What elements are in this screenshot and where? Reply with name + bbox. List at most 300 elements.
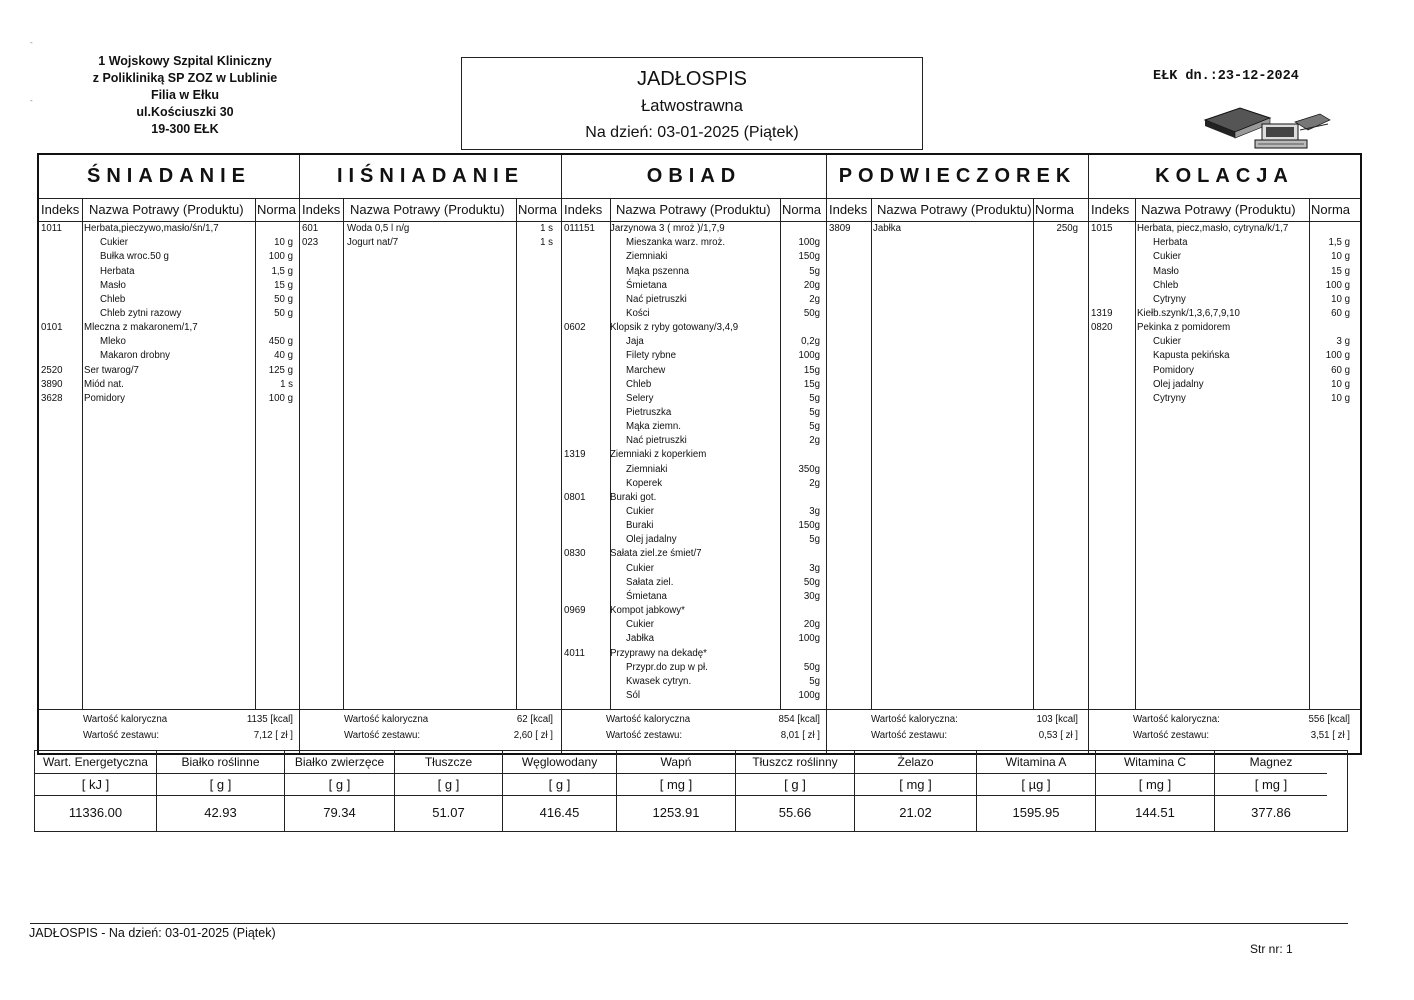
row-index: 1319: [564, 449, 586, 461]
meal-title: ŚNIADANIE: [39, 155, 299, 199]
row-index: 0830: [564, 548, 586, 560]
menu-row: [562, 407, 826, 421]
column-header-name: Nazwa Potrawy (Produktu): [877, 202, 1032, 217]
nutrient-label: Białko roślinne: [157, 751, 284, 774]
row-index: 1319: [1091, 307, 1113, 319]
menu-row: [39, 251, 299, 265]
menu-row: [1089, 237, 1360, 251]
meal-column: [827, 155, 1089, 753]
nutrient-value: 1595.95: [1012, 805, 1060, 820]
menu-row: [562, 520, 826, 534]
row-product-name: Ziemniaki: [626, 463, 668, 475]
row-product-name: Nać pietruszki: [626, 435, 687, 447]
column-header-norm: Norma: [257, 202, 297, 217]
row-product-name: Selery: [626, 392, 654, 404]
nutrient-unit: [ g ]: [503, 774, 616, 796]
row-norm: 0,2g: [801, 336, 820, 348]
row-norm: 150g: [798, 520, 820, 532]
row-product-name: Śmietana: [626, 590, 667, 602]
nutrient-column: [617, 751, 736, 831]
nutrient-value: 42.93: [204, 805, 237, 820]
cost-label: Wartość zestawu:: [1133, 730, 1210, 741]
row-norm: 50g: [803, 307, 820, 319]
column-header-index: Indeks: [41, 202, 80, 217]
nutrient-column: [285, 751, 395, 831]
hospital-address: [60, 53, 310, 138]
row-norm: 450 g: [268, 336, 293, 348]
nutrient-label: Witamina A: [977, 751, 1095, 774]
nutrient-label: Wapń: [617, 751, 735, 774]
row-product-name: Masło: [1153, 265, 1179, 277]
issue-date: EŁK dn.:23-12-2024: [1153, 69, 1299, 84]
kcal-label: Wartość kaloryczna: [606, 714, 691, 725]
column-header-norm: Norma: [1035, 202, 1075, 217]
nutrient-label: Białko zwierzęce: [285, 751, 394, 774]
row-product-name: Mieszanka warz. mroż.: [626, 237, 726, 249]
row-index: 0969: [564, 605, 586, 617]
row-norm: 15 g: [274, 279, 293, 291]
meal-title: KOLACJA: [1089, 155, 1360, 199]
row-product-name: Sól: [626, 689, 641, 701]
meal-summary: [1089, 709, 1360, 754]
meal-column: [562, 155, 827, 753]
row-index: 3628: [41, 392, 63, 404]
row-norm: 100g: [798, 689, 820, 701]
nutrient-unit: [ g ]: [157, 774, 284, 796]
menu-row: [562, 648, 826, 662]
menu-row: [39, 365, 299, 379]
kcal-label: Wartość kaloryczna:: [871, 714, 958, 725]
row-norm: 5g: [809, 534, 820, 546]
nutrient-value: 1253.91: [652, 805, 700, 820]
row-index: 011151: [564, 223, 595, 234]
cost-value: 2,60 [ zł ]: [513, 730, 553, 741]
row-product-name: Jogurt nat/7: [347, 237, 399, 249]
nutrient-column: [736, 751, 855, 831]
column-header-name: Nazwa Potrawy (Produktu): [89, 202, 244, 217]
column-divider: [871, 199, 872, 709]
row-product-name: Chleb: [100, 293, 126, 305]
menu-row: [1089, 308, 1360, 322]
row-product-name: Herbata: [100, 265, 135, 277]
menu-row: [562, 577, 826, 591]
menu-row: [39, 379, 299, 393]
footer-text: JADŁOSPIS - Na dzień: 03-01-2025 (Piątek): [29, 926, 276, 940]
menu-row: [1089, 294, 1360, 308]
menu-row: [562, 619, 826, 633]
menu-row: [562, 449, 826, 463]
row-product-name: Jaja: [626, 336, 644, 348]
nutrient-column: [855, 751, 977, 831]
column-header-row: [39, 199, 299, 222]
row-norm: 10 g: [274, 237, 293, 249]
row-product-name: Pomidory: [84, 392, 125, 404]
row-index: 023: [302, 237, 319, 249]
row-product-name: Jabłka: [626, 633, 655, 645]
row-index: 3809: [829, 223, 851, 234]
nutrient-value: 11336.00: [68, 805, 123, 820]
menu-row: [562, 379, 826, 393]
row-norm: 100g: [798, 237, 820, 249]
row-product-name: Kwasek cytryn.: [626, 675, 692, 687]
row-norm: 50 g: [274, 307, 293, 319]
row-norm: 60 g: [1331, 307, 1350, 319]
cost-value: 7,12 [ zł ]: [253, 730, 293, 741]
nutrient-label: Żelazo: [855, 751, 976, 774]
menu-row: [1089, 350, 1360, 364]
menu-row: [300, 223, 561, 237]
row-index: 601: [302, 223, 319, 234]
nutrition-table: [34, 750, 1348, 832]
row-norm: 15g: [803, 378, 820, 390]
menu-row: [39, 266, 299, 280]
meal-column: [1089, 155, 1360, 753]
row-norm: 50 g: [274, 293, 293, 305]
kcal-label: Wartość kaloryczna: [344, 714, 429, 725]
nutrient-column: [1215, 751, 1327, 831]
menu-row: [300, 237, 561, 251]
nutrient-unit: [ mg ]: [855, 774, 976, 796]
menu-row: [39, 237, 299, 251]
row-norm: 3 g: [1336, 336, 1350, 348]
row-product-name: Miód nat.: [84, 378, 124, 390]
menu-row: [39, 322, 299, 336]
row-norm: 60 g: [1331, 364, 1350, 376]
column-divider: [343, 199, 344, 709]
cost-label: Wartość zestawu:: [871, 730, 948, 741]
menu-row: [1089, 365, 1360, 379]
row-product-name: Śmietana: [626, 279, 667, 291]
column-header-norm: Norma: [1311, 202, 1351, 217]
menu-row: [562, 294, 826, 308]
row-norm: 30g: [803, 590, 820, 602]
row-norm: 2g: [809, 477, 820, 489]
hospital-line-3: Filia w Ełku: [150, 88, 220, 102]
cost-label: Wartość zestawu:: [344, 730, 421, 741]
nutrient-unit: [ kJ ]: [35, 774, 156, 796]
nutrient-column: [503, 751, 617, 831]
row-product-name: Pietruszka: [626, 407, 672, 418]
menu-row: [562, 464, 826, 478]
row-norm: 1,5 g: [1328, 237, 1350, 249]
row-product-name: Herbata, piecz,masło, cytryna/k/1,7: [1137, 223, 1289, 234]
row-product-name: Cytryny: [1153, 392, 1186, 404]
row-norm: 15 g: [1331, 265, 1350, 277]
row-product-name: Cukier: [626, 562, 654, 574]
row-norm: 50g: [803, 661, 820, 673]
nutrient-value: 416.45: [539, 805, 580, 820]
row-product-name: Buraki: [626, 520, 654, 532]
menu-row: [562, 421, 826, 435]
row-product-name: Chleb: [626, 378, 652, 390]
kcal-value: 854 [kcal]: [778, 714, 820, 725]
row-norm: 125 g: [268, 364, 293, 376]
menu-row: [562, 266, 826, 280]
scan-mark: -: [30, 96, 33, 105]
menu-row: [562, 605, 826, 619]
menu-row: [39, 223, 299, 237]
kcal-label: Wartość kaloryczna: [83, 714, 168, 725]
row-product-name: Ser twarog/7: [84, 364, 139, 376]
meal-summary: [300, 709, 561, 754]
row-product-name: Ziemniaki: [626, 251, 668, 263]
row-product-name: Klopsik z ryby gotowany/3,4,9: [610, 322, 739, 333]
row-product-name: Sałata ziel.ze śmiet/7: [610, 548, 702, 560]
meal-summary: [562, 709, 826, 754]
row-norm: 1 s: [540, 223, 553, 234]
hospital-line-2: z Polikliniką SP ZOZ w Lublinie: [92, 71, 278, 85]
nutrient-label: Tłuszcz roślinny: [736, 751, 854, 774]
nutrient-column: [395, 751, 503, 831]
row-norm: 10 g: [1331, 251, 1350, 263]
nutrient-value: 144.51: [1135, 805, 1175, 820]
menu-row: [562, 563, 826, 577]
scan-mark: -: [30, 38, 33, 47]
menu-row: [1089, 266, 1360, 280]
footer-divider: [30, 923, 1348, 924]
nutrient-column: [35, 751, 157, 831]
menu-row: [562, 223, 826, 237]
nutrient-unit: [ g ]: [736, 774, 854, 796]
title-box: [461, 57, 923, 150]
column-divider: [516, 199, 517, 709]
row-product-name: Ziemniaki z koperkiem: [610, 449, 707, 461]
nutrient-column: [1096, 751, 1215, 831]
row-index: 0801: [564, 491, 586, 503]
row-norm: 100 g: [1325, 279, 1350, 291]
nutrient-column: [977, 751, 1096, 831]
row-index: 4011: [564, 647, 585, 659]
kcal-value: 103 [kcal]: [1036, 714, 1078, 725]
row-index: 2520: [41, 364, 63, 376]
row-norm: 40 g: [274, 350, 293, 362]
row-norm: 5g: [809, 265, 820, 277]
kcal-value: 556 [kcal]: [1308, 714, 1350, 725]
column-header-row: [300, 199, 561, 222]
menu-row: [562, 662, 826, 676]
row-product-name: Mleczna z makaronem/1,7: [84, 322, 198, 333]
row-norm: 2g: [809, 293, 820, 305]
nutrient-label: Wart. Energetyczna: [35, 751, 156, 774]
row-product-name: Makaron drobny: [100, 350, 171, 362]
row-product-name: Przyprawy na dekadę*: [610, 647, 707, 659]
row-norm: 5g: [809, 392, 820, 404]
cost-value: 3,51 [ zł ]: [1310, 730, 1350, 741]
kcal-value: 1135 [kcal]: [246, 714, 293, 725]
row-index: 1015: [1091, 223, 1113, 234]
row-norm: 1,5 g: [271, 265, 293, 277]
row-norm: 10 g: [1331, 378, 1350, 390]
row-norm: 10 g: [1331, 392, 1350, 404]
menu-row: [562, 308, 826, 322]
nutrient-unit: [ mg ]: [617, 774, 735, 796]
row-product-name: Herbata,pieczywo,masło/śn/1,7: [84, 223, 219, 234]
row-norm: 350g: [798, 463, 820, 475]
menu-row: [1089, 336, 1360, 350]
row-product-name: Marchew: [626, 364, 666, 376]
row-product-name: Pekinka z pomidorem: [1137, 322, 1231, 333]
row-product-name: Chleb zytni razowy: [100, 307, 182, 319]
row-norm: 1 s: [540, 237, 553, 249]
row-product-name: Mąka ziemn.: [626, 421, 681, 433]
row-norm: 1 s: [280, 378, 293, 390]
row-norm: 100 g: [268, 251, 293, 263]
menu-row: [39, 350, 299, 364]
nutrient-column: [157, 751, 285, 831]
column-header-name: Nazwa Potrawy (Produktu): [616, 202, 771, 217]
row-product-name: Woda 0,5 l n/g: [347, 223, 410, 234]
cost-label: Wartość zestawu:: [606, 730, 683, 741]
nutrient-label: Magnez: [1215, 751, 1327, 774]
row-norm: 2g: [809, 435, 820, 447]
row-norm: 100g: [798, 633, 820, 645]
nutrient-unit: [ g ]: [285, 774, 394, 796]
nutrient-value: 21.02: [899, 805, 932, 820]
menu-row: [562, 506, 826, 520]
row-index: 0101: [41, 322, 63, 333]
row-product-name: Sałata ziel.: [626, 576, 674, 588]
menu-row: [1089, 280, 1360, 294]
row-norm: 5g: [809, 421, 820, 433]
row-product-name: Mleko: [100, 336, 126, 348]
column-header-norm: Norma: [782, 202, 822, 217]
row-product-name: Cukier: [626, 506, 654, 517]
meal-title: OBIAD: [562, 155, 826, 199]
menu-row: [39, 336, 299, 350]
menu-row: [562, 633, 826, 647]
nutrient-label: Witamina C: [1096, 751, 1214, 774]
row-index: 3890: [41, 378, 63, 390]
menu-row: [39, 280, 299, 294]
menu-row: [562, 365, 826, 379]
hospital-line-4: ul.Kościuszki 30: [136, 105, 234, 119]
row-norm: 50g: [803, 576, 820, 588]
row-product-name: Bułka wroc.50 g: [100, 251, 169, 263]
menu-row: [1089, 379, 1360, 393]
diet-name: Łatwostrawna: [641, 97, 743, 115]
row-index: 0602: [564, 322, 586, 333]
meal-summary: [39, 709, 299, 754]
row-norm: 3g: [809, 506, 820, 517]
row-index: 0820: [1091, 322, 1113, 333]
column-header-index: Indeks: [1091, 202, 1130, 217]
nutrient-value: 51.07: [432, 805, 465, 820]
row-product-name: Kompot jabkowy*: [610, 605, 685, 617]
cost-value: 8,01 [ zł ]: [780, 730, 820, 741]
row-product-name: Olej jadalny: [626, 534, 677, 546]
row-product-name: Cukier: [1153, 251, 1181, 263]
column-header-name: Nazwa Potrawy (Produktu): [350, 202, 505, 217]
row-product-name: Cytryny: [1153, 293, 1186, 305]
row-norm: 3g: [809, 562, 820, 574]
nutrient-value: 55.66: [778, 805, 812, 820]
row-product-name: Olej jadalny: [1153, 378, 1204, 390]
menu-table: [37, 153, 1362, 755]
menu-row: [562, 548, 826, 562]
menu-row: [827, 223, 1088, 237]
meal-column: [39, 155, 300, 753]
row-product-name: Nać pietruszki: [626, 293, 687, 305]
menu-row: [39, 308, 299, 322]
menu-date: Na dzień: 03-01-2025 (Piątek): [585, 124, 799, 141]
menu-row: [562, 350, 826, 364]
row-product-name: Chleb: [1153, 279, 1179, 291]
column-header-row: [562, 199, 826, 222]
menu-row: [562, 591, 826, 605]
book-computer-logo: [1200, 100, 1335, 155]
row-product-name: Kiełb.szynk/1,3,6,7,9,10: [1137, 307, 1240, 319]
row-product-name: Buraki got.: [610, 491, 657, 503]
column-header-index: Indeks: [829, 202, 868, 217]
nutrient-label: Węglowodany: [503, 751, 616, 774]
row-product-name: Przypr.do zup w pł.: [626, 661, 708, 673]
menu-row: [39, 294, 299, 308]
row-product-name: Mąka pszenna: [626, 265, 690, 277]
row-product-name: Koperek: [626, 477, 663, 489]
nutrient-label: Tłuszcze: [395, 751, 502, 774]
row-product-name: Cukier: [1153, 336, 1181, 348]
kcal-label: Wartość kaloryczna:: [1133, 714, 1220, 725]
nutrient-value: 377.86: [1251, 805, 1291, 820]
menu-row: [562, 534, 826, 548]
row-norm: 20g: [803, 279, 820, 291]
menu-row: [562, 435, 826, 449]
meal-title: PODWIECZOREK: [827, 155, 1088, 199]
nutrient-unit: [ µg ]: [977, 774, 1095, 796]
nutrient-unit: [ g ]: [395, 774, 502, 796]
nutrient-value: 79.34: [323, 805, 356, 820]
document-title: JADŁOSPIS: [636, 68, 748, 90]
menu-row: [562, 251, 826, 265]
column-header-index: Indeks: [302, 202, 341, 217]
row-product-name: Filety rybne: [626, 350, 677, 362]
menu-row: [39, 393, 299, 407]
menu-row: [562, 393, 826, 407]
menu-row: [562, 280, 826, 294]
column-header-row: [1089, 199, 1360, 222]
menu-row: [562, 492, 826, 506]
page-number: Str nr: 1: [1250, 942, 1293, 956]
row-norm: 100g: [798, 350, 820, 362]
row-norm: 5g: [809, 407, 820, 418]
cost-label: Wartość zestawu:: [83, 730, 160, 741]
menu-row: [1089, 223, 1360, 237]
column-header-norm: Norma: [518, 202, 558, 217]
nutrient-unit: [ mg ]: [1096, 774, 1214, 796]
menu-row: [562, 322, 826, 336]
hospital-line-5: 19-300 EŁK: [151, 122, 219, 136]
row-norm: 10 g: [1331, 293, 1350, 305]
row-index: 1011: [41, 223, 62, 234]
menu-row: [562, 336, 826, 350]
menu-row: [1089, 393, 1360, 407]
meal-title: IIŚNIADANIE: [300, 155, 561, 199]
row-product-name: Masło: [100, 279, 126, 291]
row-norm: 15g: [803, 364, 820, 376]
menu-row: [562, 690, 826, 704]
row-product-name: Jarzynowa 3 ( mroż )/1,7,9: [610, 223, 725, 234]
menu-row: [562, 237, 826, 251]
row-product-name: Pomidory: [1153, 364, 1194, 376]
menu-row: [1089, 251, 1360, 265]
row-norm: 250g: [1056, 223, 1078, 234]
row-product-name: Kapusta pekińska: [1153, 350, 1230, 362]
row-norm: 5g: [809, 675, 820, 687]
row-product-name: Cukier: [626, 619, 654, 631]
row-norm: 150g: [798, 251, 820, 263]
menu-row: [1089, 322, 1360, 336]
row-norm: 100 g: [1325, 350, 1350, 362]
